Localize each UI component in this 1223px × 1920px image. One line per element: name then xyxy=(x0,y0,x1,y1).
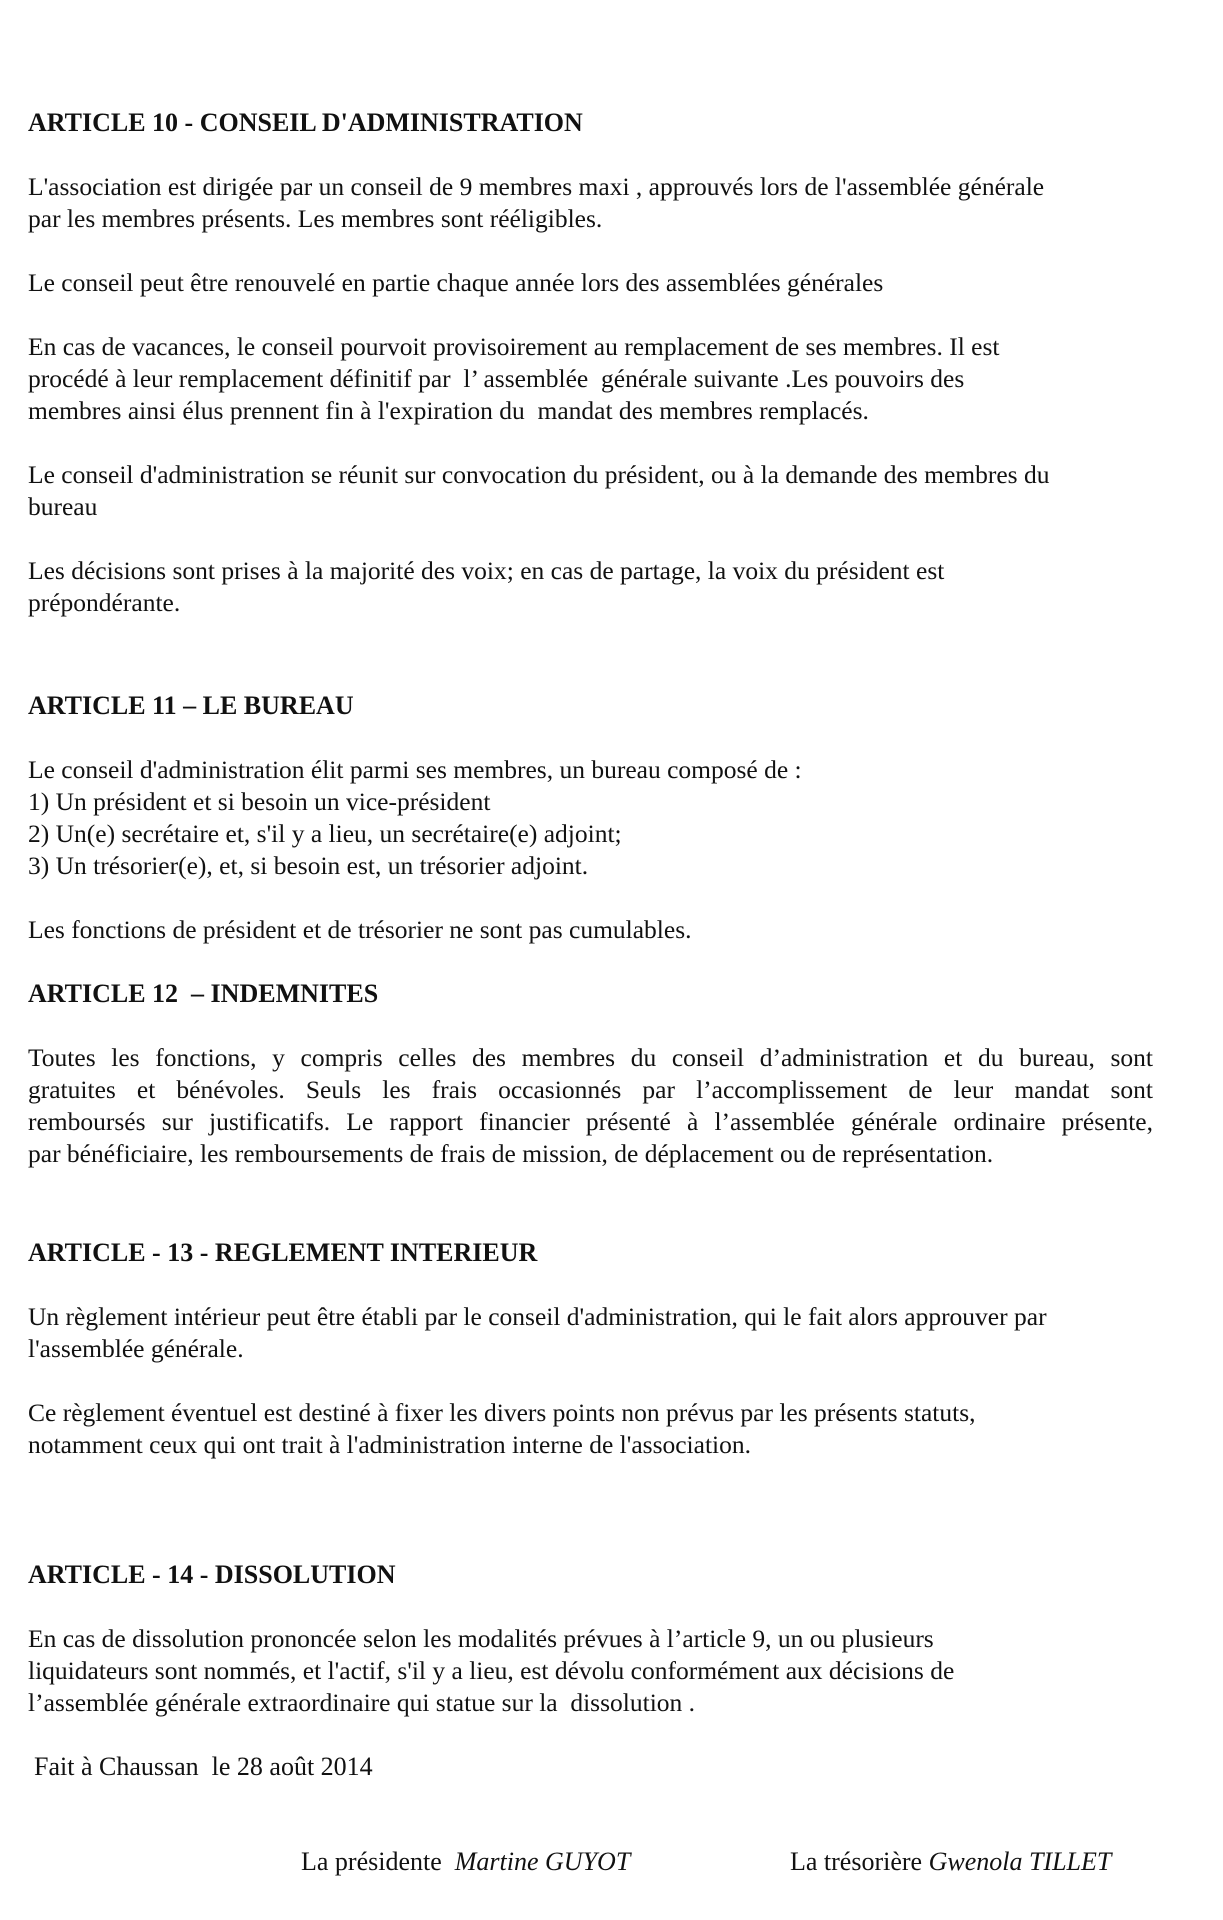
paragraph-line: l’assemblée générale extraordinaire qui statue sur la dissolution . xyxy=(28,1688,696,1717)
list-item: 3) Un trésorier(e), et, si besoin est, un trésorier adjoint. xyxy=(28,851,589,880)
president-label: La présidente xyxy=(301,1847,442,1876)
article-10-paragraph-5 xyxy=(28,555,1153,619)
article-10-paragraph-2 xyxy=(28,267,1153,299)
paragraph-line: membres ainsi élus prennent fin à l'expiration du mandat des membres remplacés. xyxy=(28,396,869,425)
paragraph-line: Toutes les fonctions, y compris celles des membres du conseil d’administration et du bureau, sont xyxy=(28,1043,1153,1072)
paragraph-line: Le conseil peut être renouvelé en partie chaque année lors des assemblées générales xyxy=(28,268,884,297)
article-12-heading: ARTICLE 12 – INDEMNITES xyxy=(28,979,379,1008)
treasurer-label: La trésorière xyxy=(790,1847,923,1876)
article-13-paragraph-2 xyxy=(28,1397,1153,1461)
paragraph-line: En cas de vacances, le conseil pourvoit provisoirement au remplacement de ses membres. Il est xyxy=(28,332,1000,361)
paragraph-line: gratuites et bénévoles. Seuls les frais occasionnés par l’accomplissement de leur mandat sont xyxy=(28,1075,1153,1104)
paragraph-line: liquidateurs sont nommés, et l'actif, s'il y a lieu, est dévolu conformément aux décisions de xyxy=(28,1656,955,1685)
article-10-heading: ARTICLE 10 - CONSEIL D'ADMINISTRATION xyxy=(28,108,583,137)
paragraph-line: Le conseil d'administration se réunit sur convocation du président, ou à la demande des membres du xyxy=(28,460,1050,489)
article-11-heading: ARTICLE 11 – LE BUREAU xyxy=(28,691,354,720)
paragraph-line: l'assemblée générale. xyxy=(28,1334,244,1363)
list-item: 2) Un(e) secrétaire et, s'il y a lieu, un secrétaire(e) adjoint; xyxy=(28,819,622,848)
paragraph-line: Un règlement intérieur peut être établi par le conseil d'administration, qui le fait alors approuver par xyxy=(28,1302,1047,1331)
article-11-paragraph-1 xyxy=(28,754,1153,882)
paragraph-line: En cas de dissolution prononcée selon les modalités prévues à l’article 9, un ou plusieurs xyxy=(28,1624,934,1653)
article-11-paragraph-2 xyxy=(28,914,1153,946)
president-name: Martine GUYOT xyxy=(454,1847,631,1876)
article-10-paragraph-1 xyxy=(28,171,1153,235)
paragraph-line: remboursés sur justificatifs. Le rapport financier présenté à l’assemblée générale ordinaire présente, xyxy=(28,1107,1153,1136)
treasurer-signature xyxy=(764,1814,1111,1910)
president-signature xyxy=(275,1814,630,1910)
article-10-paragraph-4 xyxy=(28,459,1153,523)
paragraph-line: par les membres présents. Les membres sont rééligibles. xyxy=(28,204,603,233)
paragraph-line: Ce règlement éventuel est destiné à fixer les divers points non prévus par les présents statuts, xyxy=(28,1398,976,1427)
paragraph-line: Les fonctions de président et de trésorier ne sont pas cumulables. xyxy=(28,915,692,944)
article-12-paragraph-1 xyxy=(28,1042,1153,1170)
article-14-paragraph-1 xyxy=(28,1623,1153,1719)
paragraph-line: procédé à leur remplacement définitif par l’ assemblée générale suivante .Les pouvoirs des xyxy=(28,364,965,393)
article-13-heading: ARTICLE - 13 - REGLEMENT INTERIEUR xyxy=(28,1238,538,1267)
place-and-date: Fait à Chaussan le 28 août 2014 xyxy=(34,1752,373,1781)
article-10-paragraph-3 xyxy=(28,331,1153,427)
treasurer-name: Gwenola TILLET xyxy=(928,1847,1112,1876)
article-14-heading: ARTICLE - 14 - DISSOLUTION xyxy=(28,1560,396,1589)
paragraph-line: bureau xyxy=(28,492,98,521)
paragraph-line: Le conseil d'administration élit parmi ses membres, un bureau composé de : xyxy=(28,755,802,784)
paragraph-line: L'association est dirigée par un conseil de 9 membres maxi , approuvés lors de l'assemblée générale xyxy=(28,172,1045,201)
paragraph-line: notamment ceux qui ont trait à l'administration interne de l'association. xyxy=(28,1430,752,1459)
paragraph-line: par bénéficiaire, les remboursements de frais de mission, de déplacement ou de représentation. xyxy=(28,1139,994,1168)
list-item: 1) Un président et si besoin un vice-président xyxy=(28,787,491,816)
article-13-paragraph-1 xyxy=(28,1301,1153,1365)
paragraph-line: prépondérante. xyxy=(28,588,181,617)
paragraph-line: Les décisions sont prises à la majorité des voix; en cas de partage, la voix du président est xyxy=(28,556,945,585)
